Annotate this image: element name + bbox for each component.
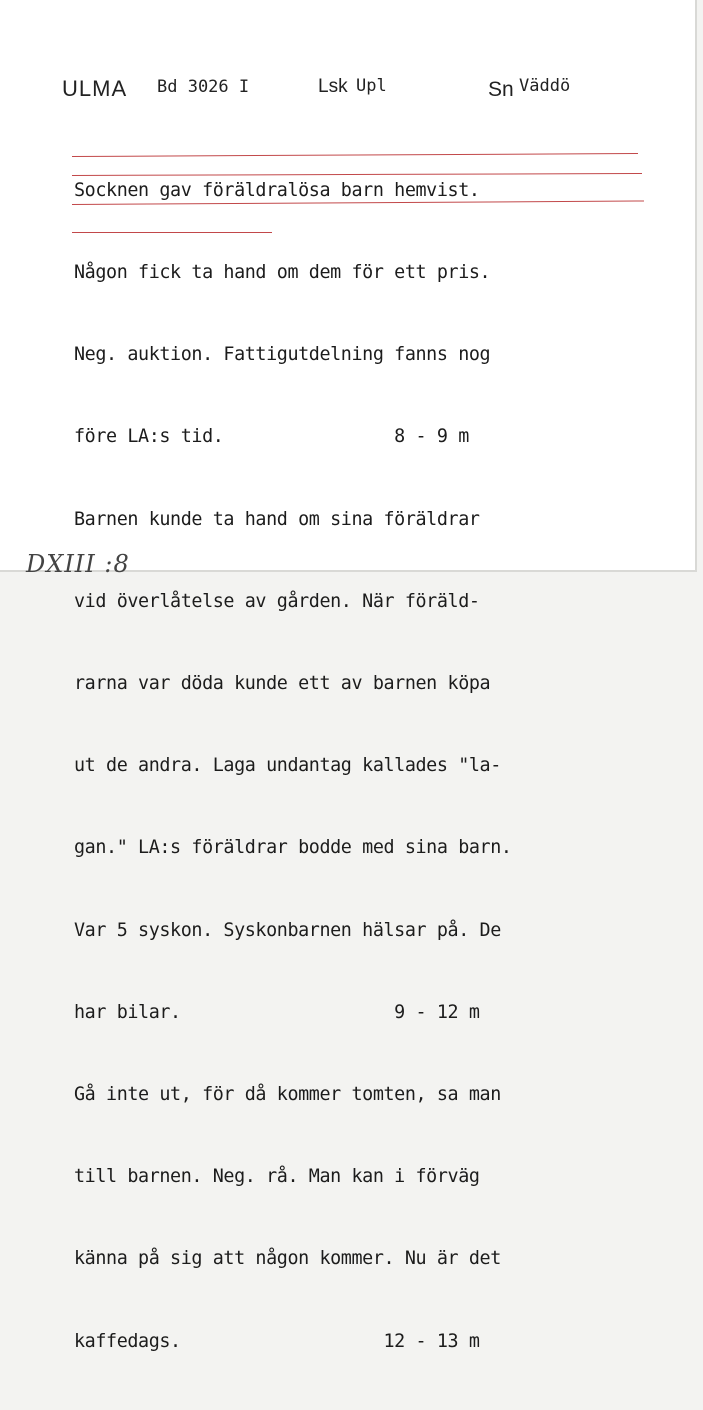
card-body-text	[74, 122, 684, 1410]
landskap-value: Upl	[356, 76, 387, 96]
text-line: har bilar. 9 - 12 m	[74, 1001, 480, 1023]
handwritten-mark: DXIII :8	[26, 550, 130, 578]
text-line: gan." LA:s föräldrar bodde med sina barn.	[74, 837, 512, 859]
text-line: Barnen kunde ta hand om sina föräldrar	[74, 508, 480, 530]
archive-name: ULMA	[62, 76, 128, 101]
socken-value: Väddö	[519, 76, 571, 96]
text-line: vid överlåtelse av gården. När föräld-	[74, 590, 480, 612]
text-line: känna på sig att någon kommer. Nu är det	[74, 1248, 501, 1270]
text-line: rarna var döda kunde ett av barnen köpa	[74, 673, 491, 695]
volume-number: Bd 3026 I	[157, 77, 250, 97]
landskap-label: Lsk	[318, 76, 348, 97]
card-header	[62, 70, 662, 104]
text-line: Socknen gav föräldralösa barn hemvist.	[74, 179, 480, 201]
text-line: före LA:s tid. 8 - 9 m	[74, 426, 469, 448]
text-line: Neg. auktion. Fattigutdelning fanns nog	[74, 344, 491, 366]
text-line: ut de andra. Laga undantag kallades "la-	[74, 755, 501, 777]
text-line: Var 5 syskon. Syskonbarnen hälsar på. De	[74, 919, 501, 941]
text-line: till barnen. Neg. rå. Man kan i förväg	[74, 1166, 480, 1188]
text-line: Gå inte ut, för då kommer tomten, sa man	[74, 1084, 501, 1106]
text-line: Någon fick ta hand om dem för ett pris.	[74, 262, 491, 284]
text-line: kaffedags. 12 - 13 m	[74, 1330, 480, 1352]
red-underline	[72, 232, 272, 233]
socken-label: Sn	[488, 78, 514, 101]
